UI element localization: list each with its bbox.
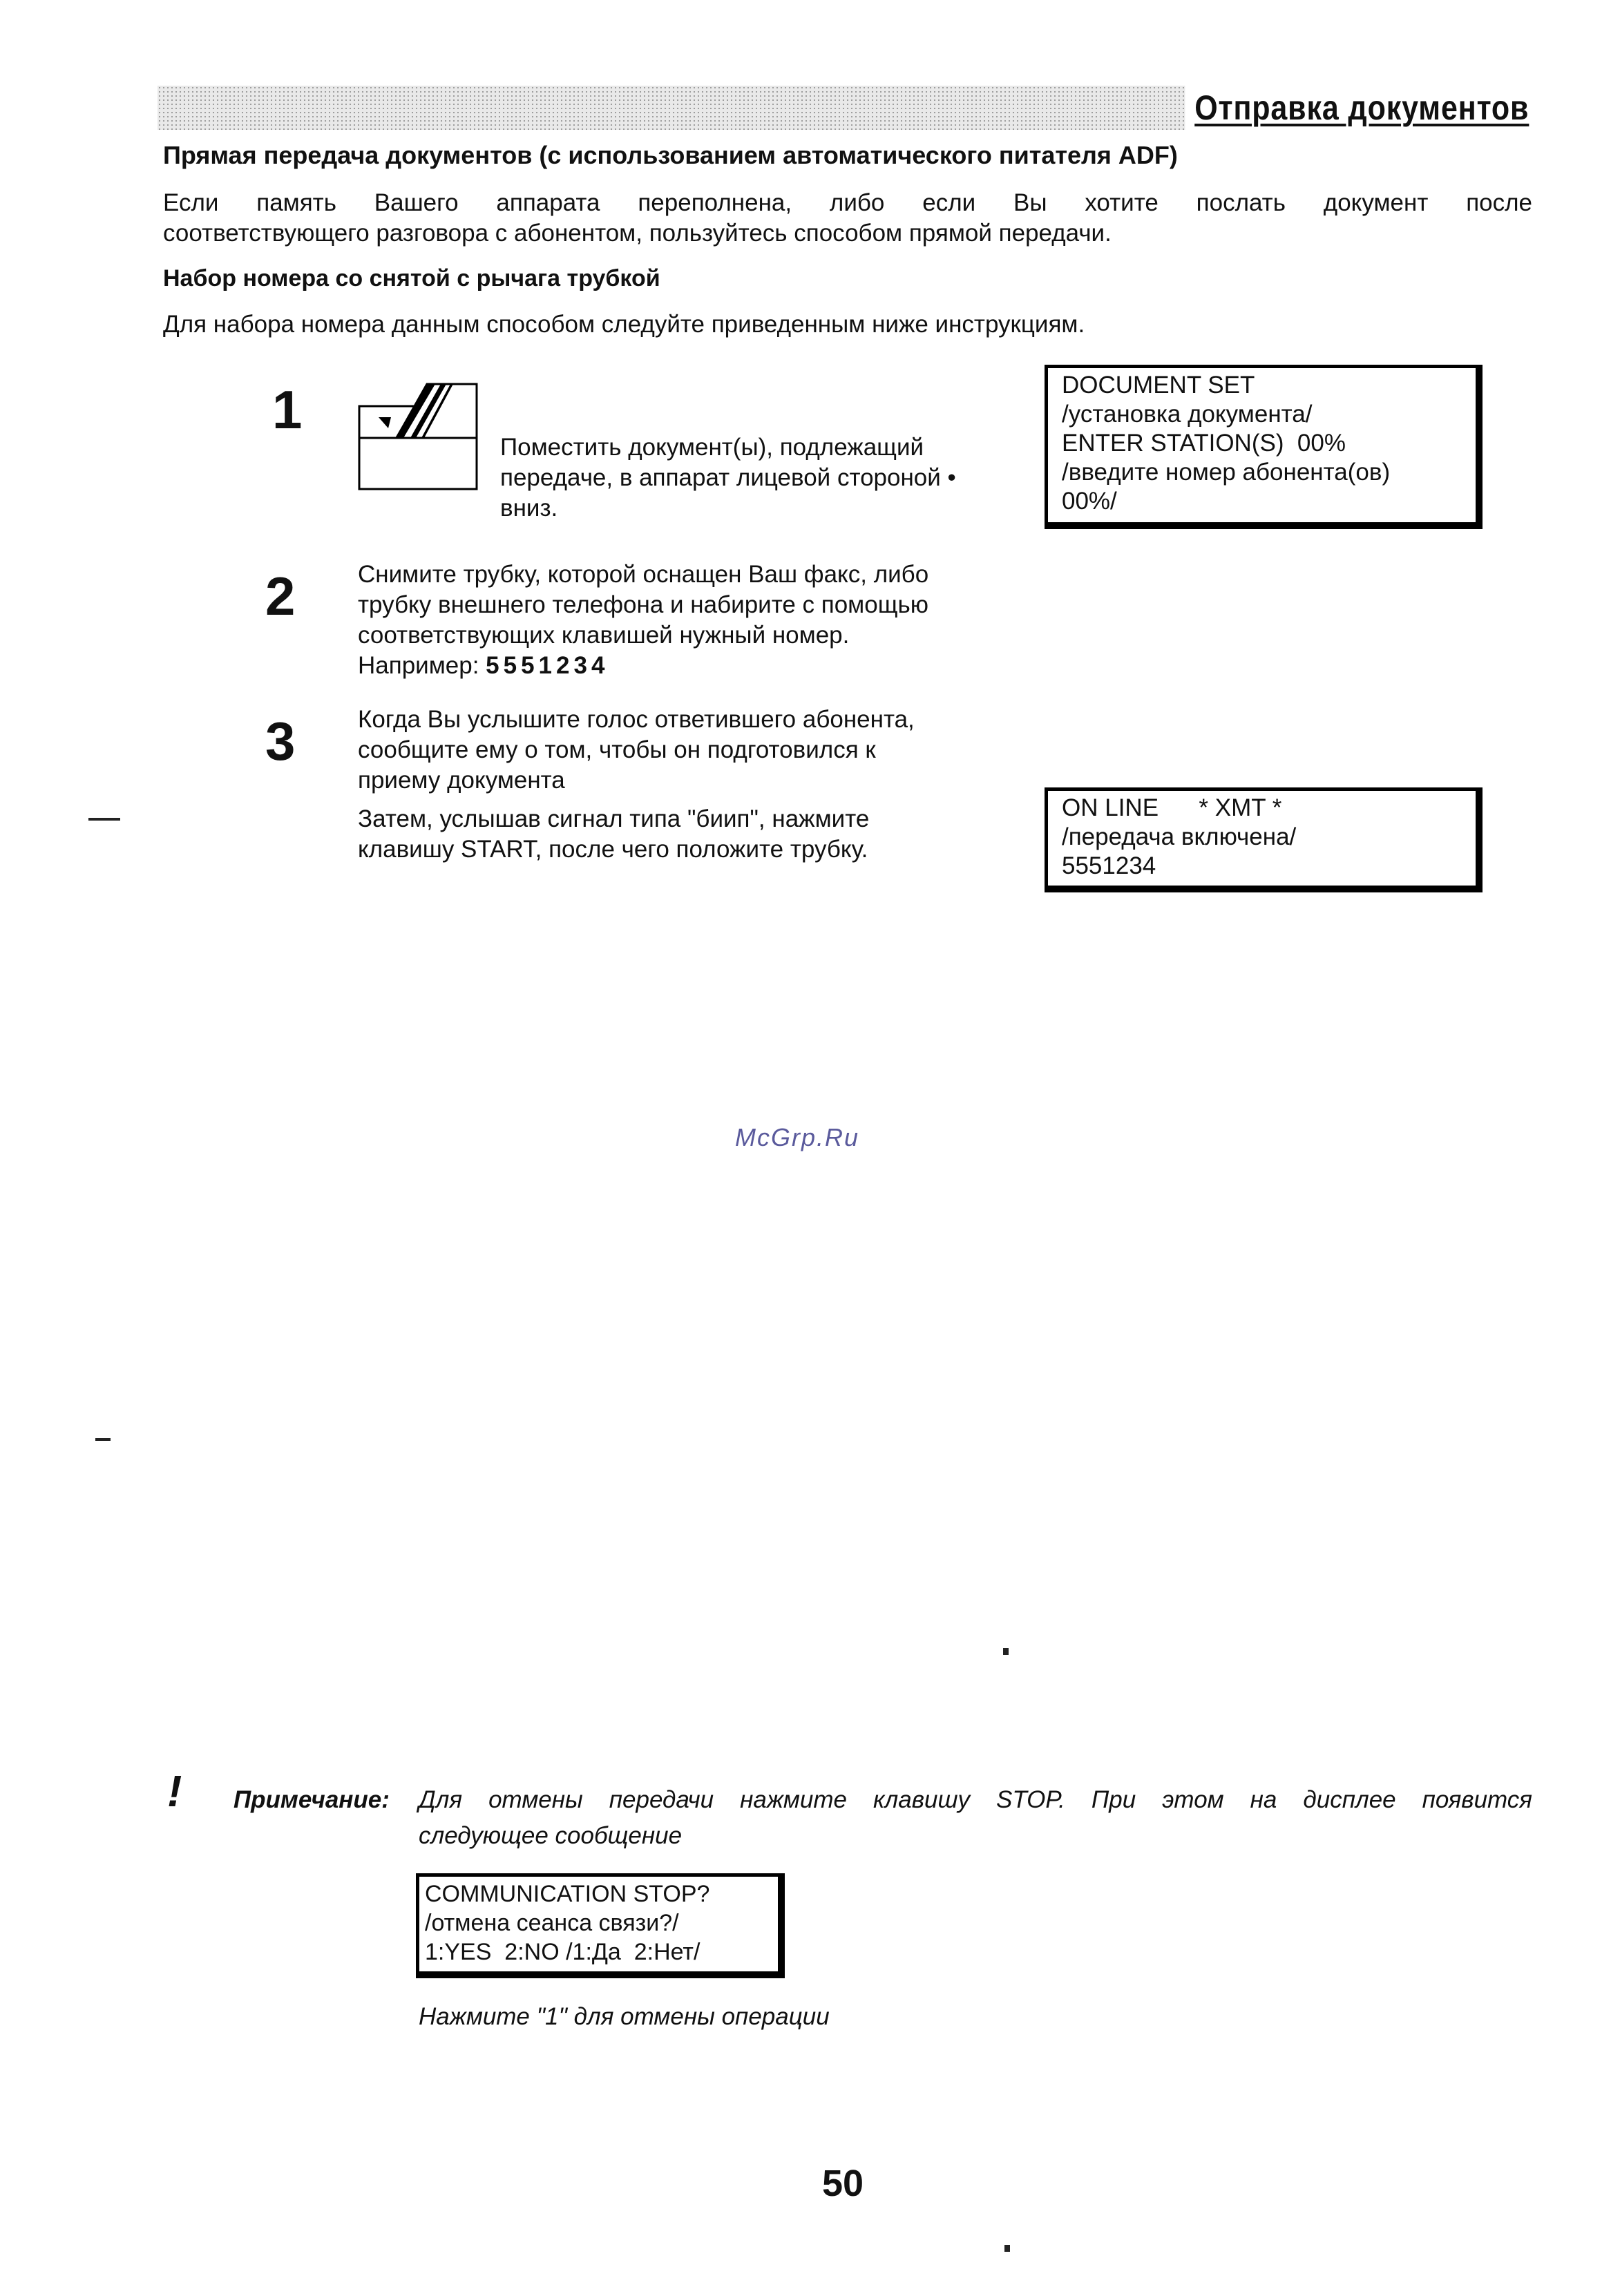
lcd-communication-stop — [416, 1873, 785, 1978]
lcd-line: DOCUMENT SET — [1062, 372, 1255, 399]
lcd-line: 00%/ — [1062, 488, 1117, 515]
step-1-line: вниз. — [500, 495, 558, 522]
header-band — [158, 86, 1535, 130]
watermark: McGrp.Ru — [735, 1123, 860, 1151]
lcd-line: 1:YES 2:NO /1:Да 2:Нет/ — [425, 1939, 700, 1965]
page-header-title: Отправка документов — [1185, 86, 1535, 130]
speck — [1004, 2245, 1010, 2252]
instruction-text: Для набора номера данным способом следуйте приведенным ниже инструкциям. — [163, 311, 1085, 338]
step-2-line: трубку внешнего телефона и набирите с помощью — [358, 591, 928, 618]
note-after-text: Нажмите "1" для отмены операции — [419, 2003, 830, 2030]
step-3-line: Затем, услышав сигнал типа "биип", нажмите — [358, 805, 870, 832]
step-2-text — [358, 559, 928, 681]
subsection-title: Набор номера со снятой с рычага трубкой — [163, 265, 660, 291]
lcd-online — [1045, 787, 1483, 892]
lcd-line: /отмена сеанса связи?/ — [425, 1910, 679, 1936]
note-label — [233, 1782, 390, 1818]
lcd-line: 5551234 — [1062, 852, 1156, 879]
step-2-line: соответствующих клавишей нужный номер. — [358, 622, 850, 649]
document-insert-icon — [358, 379, 479, 490]
note-text-line-2: следующее сообщение — [419, 1822, 683, 1849]
example-number: 5551234 — [486, 652, 609, 679]
intro-line-2: соответствующего разговора с абонентом, пользуйтесь способом прямой передачи. — [163, 220, 1112, 247]
step-2-number: 2 — [265, 566, 296, 626]
example-label: Например: — [358, 652, 486, 679]
step-1-line: Поместить документ(ы), подлежащий — [500, 434, 924, 461]
note-text-line-1: Для отмены передачи нажмите клавишу STOP. При этом на дисплее появится — [419, 1786, 1532, 1813]
step-3-line: Когда Вы услышите голос ответившего абонента, — [358, 706, 915, 733]
lcd-line: ENTER STATION(S) 00% — [1062, 430, 1346, 457]
step-3-line: сообщите ему о том, чтобы он подготовился к — [358, 736, 876, 763]
note-label-text: Примечание — [233, 1786, 382, 1813]
step-1-line: передаче, в аппарат лицевой стороной • — [500, 464, 956, 491]
speck — [1003, 1648, 1009, 1655]
note-label-colon: : — [381, 1786, 390, 1813]
page-number: 50 — [822, 2163, 864, 2204]
lcd-line: /передача включена/ — [1062, 823, 1297, 850]
step-1-text — [500, 432, 956, 524]
step-2-example — [358, 651, 928, 681]
step-3-line: клавишу START, после чего положите трубку. — [358, 836, 868, 863]
margin-mark — [88, 818, 120, 821]
step-3-number: 3 — [265, 711, 296, 772]
note-exclamation-icon: ! — [167, 1766, 182, 1816]
margin-mark — [95, 1438, 111, 1441]
lcd-document-set — [1045, 365, 1483, 529]
step-3-text — [358, 705, 915, 796]
step-3-line: приему документа — [358, 767, 565, 794]
step-1-number: 1 — [272, 379, 303, 440]
intro-line-1: Если память Вашего аппарата переполнена, либо если Вы хотите послать документ после — [163, 189, 1532, 216]
lcd-line: COMMUNICATION STOP? — [425, 1881, 710, 1907]
section-title: Прямая передача документов (с использованием автоматического питателя ADF) — [163, 141, 1178, 169]
lcd-line: /введите номер абонента(ов) — [1062, 459, 1391, 486]
lcd-line: /установка документа/ — [1062, 401, 1313, 428]
step-3-text-2 — [358, 804, 869, 865]
lcd-line: ON LINE * XMT * — [1062, 794, 1282, 821]
step-2-line: Снимите трубку, которой оснащен Ваш факс, либо — [358, 561, 929, 588]
